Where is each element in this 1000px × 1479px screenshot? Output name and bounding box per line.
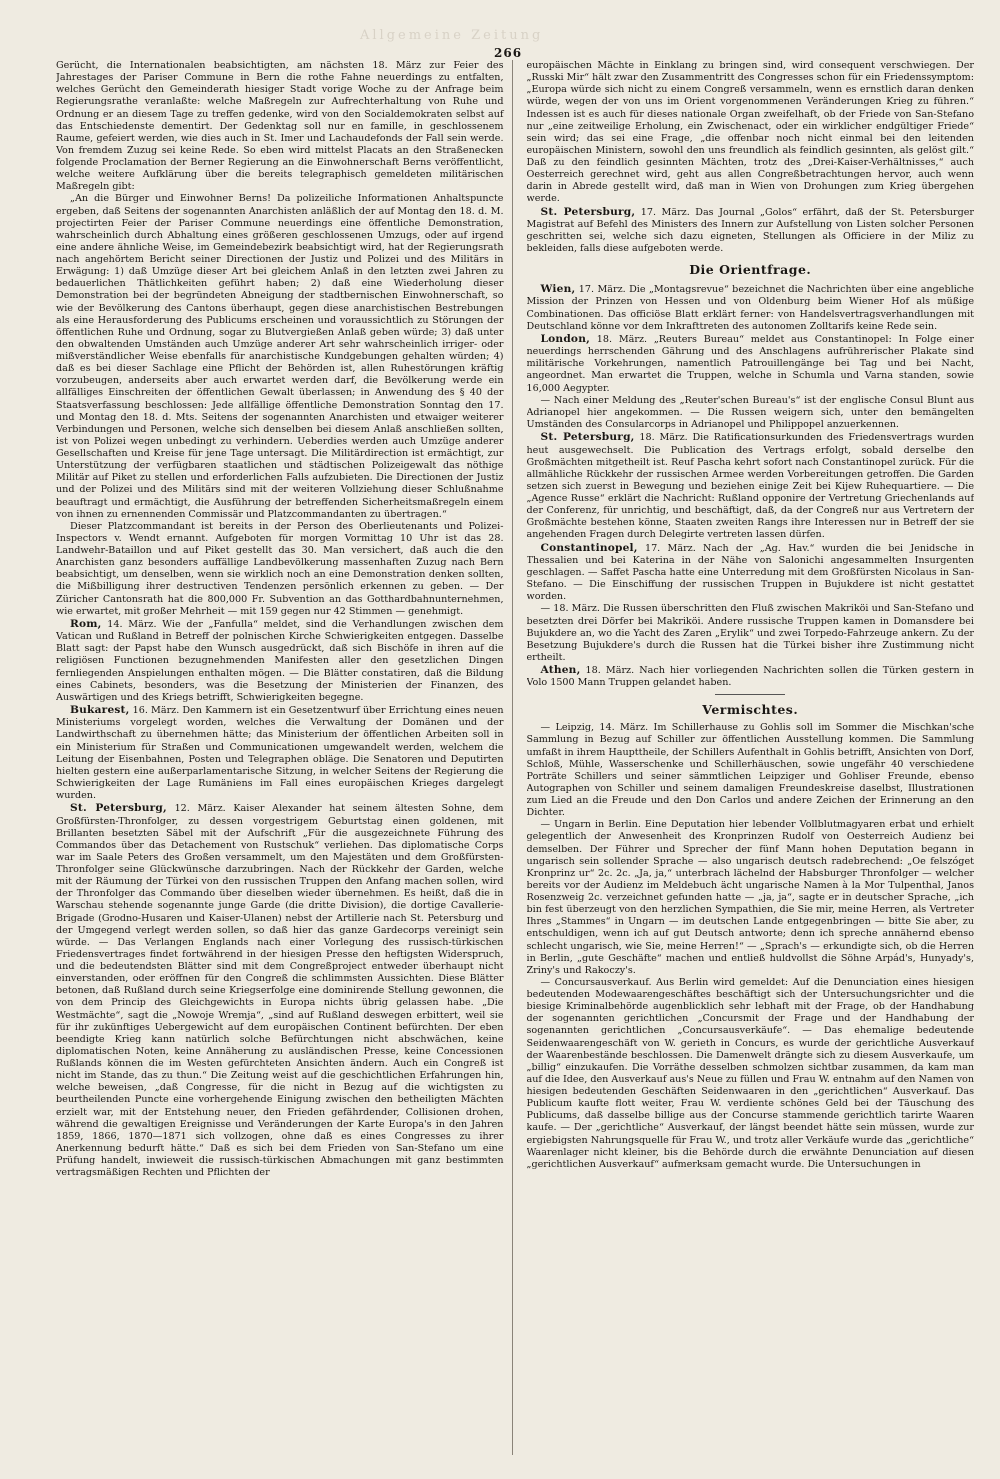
article-paragraph <box>56 704 504 802</box>
section-heading-orient: Die Orientfrage. <box>689 262 812 278</box>
article-paragraph <box>527 722 975 819</box>
article-paragraph <box>56 521 504 618</box>
dateline-place: Athen, <box>540 664 581 677</box>
paragraph-text: 12. März. Kaiser Alexander hat seinem ältesten Sohne, dem Großfürsten-Thronfolger, zu dessen vorgestrigem Geburtstag einen goldenen, mit Brillanten besetzten Säbel mit der Aufschrift „Für die ausgezeichnete Führung des Commandos über das Detachement von Rustschuk“ verliehen. Das diplomatische Corps war im Saale Peters des Großen versammelt, um den Majestäten und dem Großfürsten-Thronfolger seine Glückwünsche darzubringen. Nach der Rückkehr der Garden, welche mit der Räumung der Türkei von den russischen Truppen den Anfang machen sollen, wird der Thronfolger das Commando über dieselben wieder übernehmen. Es heißt, daß die in Warschau stehende sogenannte junge Garde (die dritte Division), die dortige Cavallerie-Brigade (Grodno-Husaren und Kaiser-Ulanen) nebst der Artillerie nach St. Petersburg und der Umgegend verlegt werden sollen, so daß hier das ganze Gardecorps vereinigt sein würde. — Das Verlangen Englands nach einer Vorlegung des russisch-türkischen Friedensvertrages findet fortwährend in der hiesigen Presse den heftigsten Widerspruch, und die bedeutendsten Blätter sind mit dem Congreßproject entweder überhaupt nicht einverstanden, oder eröffnen für den Congreß die schlimmsten Aussichten. Diese Blätter betonen, daß Rußland durch seine Kriegserfolge eine dominirende Stellung gewonnen, die von dem Princip des Gleichgewichts in Europa nichts übrig gelassen habe. „Die Westmächte“, sagt die „Nowoje Wremja“, „sind auf Rußland deswegen erbittert, weil sie für ihr zukünftiges Uebergewicht auf dem europäischen Continent befürchten. Der eben beendigte Krieg kann natürlich solche Befürchtungen nicht abschwächen, keine diplomatischen Noten, keine Annäherung zu ausländischen Presse, keine Concessionen Rußlands können die im Westen gefürchteten Ansichten ändern. Auch ein Congreß ist nicht im Stande, das zu thun.“ Die Zeitung weist auf die geschichtlichen Erfahrungen hin, welche beweisen, „daß Congresse, für die nicht in Bezug auf die wichtigsten zu beurtheilenden Puncte eine vorhergehende Einigung zwischen den betheiligten Mächten erzielt war, mit der Entstehung neuer, den Frieden gefährdender, Collisionen drohen, während die gewaltigen Ereignisse und Veränderungen der Karte Europa's in den Jahren 1859, 1866, 1870—1871 sich vollzogen, ohne daß es eines Congresses zu ihrer Anerkennung bedurft hätte.“ Daß es sich bei dem Frieden von San-Stefano um eine Prüfung handelt, inwieweit die russisch-türkischen Abmachungen mit ganz bestimmten vertragsmäßigen Rechten und Pflichten der <box>56 803 504 1179</box>
section-heading-misc: Vermischtes. <box>702 701 799 717</box>
article-paragraph <box>56 618 504 704</box>
paragraph-text: 16. März. Den Kammern ist ein Gesetzentwurf über Errichtung eines neuen Ministeriums vorgelegt worden, welches die Verwaltung der Domänen und der Landwirthschaft zu übernehmen hätte; das Ministerium der öffentlichen Arbeiten soll in ein Ministerium für Straßen und Communicationen umgewandelt werden, welchem die Leitung der Eisenbahnen, Posten und Telegraphen obläge. Die Senatoren und Deputirten hielten gestern eine außerparlamentarische Sitzung, in welcher Seitens der Regierung die Schwierigkeiten der Lage Rumäniens im Fall eines europäischen Krieges dargelegt wurden. <box>56 704 504 802</box>
dateline-place: St. Petersburg, <box>70 802 167 815</box>
article-paragraph <box>527 603 975 664</box>
article-paragraph <box>56 802 504 1179</box>
page-number: 266 <box>494 46 523 60</box>
paragraph-text: Dieser Platzcommandant ist bereits in der Person des Oberlieutenants und Polizei-Inspectors v. Wendt ernannt. Aufgeboten für morgen Vormittag 10 Uhr ist das 28. Landwehr-Bataillon und auf Piket gestellt das 30. Man versichert, daß auch die den Anarchisten ganz besonders auffällige Landbevölkerung massenhaften Zuzug nach Bern beabsichtigt, um denselben, wenn sie wirklich noch an eine Demonstration denken sollten, die Mißbilligung ihrer destructiven Tendenzen persönlich erkennen zu geben. — Der Züricher Cantonsrath hat die 800,000 Fr. Subvention an das Gotthardbahnunternehmen, wie erwartet, mit großer Mehrheit — mit 159 gegen nur 42 Stimmen — genehmigt. <box>56 520 504 617</box>
dateline-place: St. Petersburg, <box>540 431 635 444</box>
columns <box>56 60 974 1455</box>
paragraph-text: — Nach einer Meldung des „Reuter'schen Bureau's“ ist der englische Consul Blunt aus Adrianopel hier angekommen. — Die Russen weigern sich, unter den bemängelten Umständen des Consularcorps in Adrianopel und Philippopel anzuerkennen. <box>526 394 974 430</box>
right-column <box>527 60 975 1455</box>
paragraph-text: 17. März. Das Journal „Golos“ erfährt, daß der St. Petersburger Magistrat auf Befehl des Ministers des Innern zur Aufstellung von Listen solcher Personen geschritten sei, welche sich dazu eigneten, Stellungen als Officiere in der Miliz zu bekleiden, falls diese aufgeboten werde. <box>526 206 974 255</box>
dateline-place: Bukarest, <box>70 703 130 716</box>
paragraph-text: 18. März. Nach hier vorliegenden Nachrichten sollen die Türken gestern in Volo 1500 Mann Truppen gelandet haben. <box>526 665 974 689</box>
right-column-top <box>527 60 975 255</box>
dateline-place: Wien, <box>540 283 576 296</box>
article-paragraph <box>527 206 975 256</box>
article-paragraph <box>527 60 975 206</box>
orient-articles <box>527 283 975 689</box>
article-paragraph <box>56 193 504 520</box>
paragraph-text: — Concursausverkauf. Aus Berlin wird gemeldet: Auf die Denunciation eines hiesigen bedeutenden Modewaarengeschäftes beschäftigt sich der Untersuchungsrichter und die biesige Kriminalbehörde augenblicklich sehr lebhaft mit der Frage, ob der Handhabung der sogenannten gerichtlichen „Concursmit der Frage und der Handhabung der sogenannten gerichtlichen „Concursausverkäufe“. — Das ehemalige bedeutende Seidenwaarengeschäft von W. gerieth in Concurs, es wurde der gerichtliche Ausverkauf der Waarenbestände beschlossen. Die Damenwelt drängte sich zu diesem Ausverkaufe, um „billig“ einzukaufen. Die Vorräthe desselben schmolzen sichtbar zusammen, da kam man auf die Idee, den Ausverkauf aus's Neue zu füllen und Frau W. entnahm auf den Namen von hiesigen bedeutenden Geschäften Seidenwaaren in den „gerichtlichen“ Ausverkauf. Das Publicum kaufte flott weiter, Frau W. verdiente schönes Geld bei der Täuschung des Publicums, daß dasselbe billige aus der Concurse stammende gerichtlich tarirte Waaren kaufe. — Der „gerichtliche“ Ausverkauf, der längst beendet hätte sein müssen, wurde zur ergiebigsten Nahrungsquelle für Frau W., und trotz aller Verkäufe wurde das „gerichtliche“ Waarenlager nicht kleiner, bis die Behörde durch die erwähnte Denunciation auf diesen „gerichtlichen Ausverkauf“ aufmerksam gemacht wurde. Die Untersuchungen in <box>526 976 974 1170</box>
article-paragraph <box>56 60 504 193</box>
paragraph-text: 18. März. Die Ratificationsurkunden des Friedensvertrags wurden heut ausgewechselt. Die Publication des Vertrags erfolgt, sobald derselbe den Großmächten mitgetheilt ist. Reuf Pascha kehrt sofort nach Constantinopel zurück. Für die allmähliche Rückkehr der russischen Armee werden Vorbereitungen getroffen. Die Garden setzen sich zuerst in Bewegung und beziehen einige Zeit bei Kijew Ruhequartiere. — Die „Agence Russe“ erklärt die Nachricht: Rußland opponire der Vertretung Griechenlands auf der Conferenz, für unrichtig, und beschäftigt, daß, da der Congreß nur aus Vertretern der Großmächte bestehen könne, Staaten zweiten Rangs ihre Interessen nur in Betreff der sie angehenden Fragen durch Delegirte vertreten lassen dürfen. <box>526 432 974 541</box>
paragraph-text: 14. März. Wie der „Fanfulla“ meldet, sind die Verhandlungen zwischen dem Vatican und Rußland in Betreff der polnischen Kirche Schwierigkeiten entgegen. Dasselbe Blatt sagt: der Papst habe den Wunsch ausgedrückt, daß sich Bischöfe in ihren auf die religiösen Functionen bezugnehmenden Manifesten aller den gesetzlichen Dingen fernliegenden Anspielungen enthalten mögen. — Die Blätter constatiren, daß die Bildung eines Cabinets, besonders, was die Besetzung der Ministerien der Finanzen, des Auswärtigen und des Kriegs betrifft, Schwierigkeiten begegne. <box>56 618 504 703</box>
article-paragraph <box>527 664 975 690</box>
paragraph-text: — 18. März. Die Russen überschritten den Fluß zwischen Makriköi und San-Stefano und besetzten drei Dörfer bei Makriköi. Andere russische Truppen kamen in Domansdere bei Bujukdere an, wo die Yacht des Zaren „Erylik“ und zwei Torpedo-Fahrzeuge ankern. Zu der Besetzung Bujukdere's durch die Russen hat die Türkei bisher ihre Zustimmung nicht ertheilt. <box>526 603 974 663</box>
article-paragraph <box>527 431 975 541</box>
bleed-through-text: Allgemeine Zeitung <box>360 28 544 43</box>
paragraph-text: europäischen Mächte in Einklang zu bringen sind, wird consequent verschwiegen. Der „Russki Mir“ hält zwar den Zusammentritt des Congresses schon für ein Friedenssymptom: „Europa würde sich nicht zu einem Congreß versammeln, wenn es ernstlich daran denken würde, wegen der von uns im Orient vorgenommenen Veränderungen Krieg zu führen.“ Indessen ist es auch für dieses nationale Organ zweifelhaft, ob der Friede von San-Stefano nur „eine zeitweilige Erholung, ein Zwischenact, oder ein wirklicher endgültiger Friede“ sein wird; das sei eine Frage, „die offenbar noch nicht einmal bei den leitenden europäischen Ministern, sowohl den uns freundlich als feindlich gesinnten, als gelöst gilt.“ Daß zu den feindlich gesinnten Mächten, trotz des „Drei-Kaiser-Verhältnisses,“ auch Oesterreich gerechnet wird, geht aus allen Congreßbetrachtungen hervor, auch wenn darin in Abrede gestellt wird, daß man in Wien von Drohungen zum Krieg übergehen werde. <box>526 60 974 205</box>
paragraph-text: 18. März. „Reuters Bureau“ meldet aus Constantinopel: In Folge einer neuerdings herrschenden Gährung und des Anschlagens aufrührerischer Plakate sind militärische Vorkehrungen, namentlich Patrouillengänge bei Tag und bei Nacht, angeordnet. Man erwartet die Truppen, welche in Schumla und Varna standen, sowie 16,000 Aegypter. <box>526 333 974 394</box>
dateline-place: London, <box>540 332 590 345</box>
article-paragraph <box>527 333 975 395</box>
paragraph-text: 17. März. Nach der „Ag. Hav.“ wurden die bei Jenidsche in Thessalien und bei Katerina in der Nähe von Salonichi angesammelten Insurgenten geschlagen. — Saffet Pascha hatte eine Unterredung mit dem Großfürsten Nicolaus in San-Stefano. — Die Einschiffung der russischen Truppen in Bujukdere ist nicht gestattet worden. <box>526 542 974 603</box>
article-paragraph <box>527 542 975 604</box>
paragraph-text: — Leipzig, 14. März. Im Schillerhause zu Gohlis soll im Sommer die Mischkan'sche Sammlung in Bezug auf Schiller zur öffentlichen Ausstellung kommen. Die Sammlung umfaßt in ihrem Haupttheile, der Schillers Aufenthalt in Gohlis betrifft, Ansichten von Dorf, Schloß, Mühle, Wasserschenke und Schillerhäuschen, sowie ungefähr 40 verschiedene Porträte Schillers und seiner sämmtlichen Leipziger und Gohliser Freunde, ebenso Autographen von Schiller und seinem damaligen Freundeskreise daselbst, Illustrationen zum Lied an die Freude und den Don Carlos und andere Zeichen der Erinnerung an den Dichter. <box>526 722 974 819</box>
dateline-place: St. Petersburg, <box>540 205 636 218</box>
dateline-place: Constantinopel, <box>540 541 638 554</box>
article-paragraph <box>527 819 975 977</box>
paragraph-text: Gerücht, die Internationalen beabsichtigten, am nächsten 18. März zur Feier des Jahrestages der Pariser Commune in Bern die rothe Fahne neuerdings zu entfalten, welches Gerücht den Gemeinderath hiesiger Stadt vorige Woche zu der Anfrage beim Regierungsrathe veranlaßte: welche Maßregeln zur Aufrechterhaltung von Ruhe und Ordnung er an diesem Tage zu treffen gedenke, wird von den Socialdemokraten selbst auf das Entschiedenste dementirt. Der Gedenktag soll nur en famille, in geschlossenem Raume, gefeiert werden, wie dies auch in St. Imer und Lachaudefonds der Fall sein werde. Von fremdem Zuzug sei keine Rede. So eben wird mittelst Placats an den Straßenecken folgende Proclamation der Berner Regierung an die Einwohnerschaft Berns veröffentlicht, welche weitere Aufklärung über die bereits telegraphisch gemeldeten militärischen Maßregeln gibt: <box>56 60 504 193</box>
section-divider <box>715 694 785 695</box>
dateline-place: Rom, <box>70 617 102 630</box>
left-column <box>56 60 513 1455</box>
paragraph-text: „An die Bürger und Einwohner Berns! Da polizeiliche Informationen Anhaltspuncte ergeben, daß Seitens der sogenannten Anarchisten anläßlich der auf Montag den 18. d. M. projectirten Feier der Pariser Commune neuerdings eine öffentliche Demonstration, wahrscheinlich durch Abhaltung eines größeren geschlossenen Umzugs, oder auf irgend eine andere ähnliche Weise, im Gemeindebezirk beabsichtigt wird, hat der Regierungsrath nach angehörtem Bericht seiner Directionen der Justiz und Polizei und des Militärs in Erwägung: 1) daß Umzüge dieser Art bei gleichem Anlaß in den letzten zwei Jahren zu bedauerlichen Thätlichkeiten geführt haben; 2) daß eine Wiederholung dieser Demonstration bei der begründeten Abneigung der stadtbernischen Einwohnerschaft, so wie der Bevölkerung des Cantons überhaupt, gegen diese anarchistischen Bestrebungen als eine Herausforderung des Publicums erscheinen und voraussichtlich zu Störungen der öffentlichen Ruhe und Ordnung, sogar zu Blutvergießen Anlaß geben würde; 3) daß unter den obwaltenden Umständen auch Umzüge anderer Art sehr wahrscheinlich irriger- oder mißverständlicher Weise ebenfalls für anarchistische Kundgebungen gehalten würden; 4) daß es bei dieser Sachlage eine Pflicht der Behörden ist, allen Ruhestörungen kräftig vorzubeugen, anderseits aber auch erwartet werden darf, die Bevölkerung werde ein allfälliges Einschreiten der öffentlichen Gewalt überlassen; in Anwendung des § 40 der Staatsverfassung beschlossen: Jede allfällige öffentliche Demonstration Sonntag den 17. und Montag den 18. d. Mts. Seitens der sogenannten Anarchisten und etwaiger weiterer Verbindungen und Personen, welche sich denselben bei diesem Anlaß anschließen sollten, ist von Polizei wegen unbedingt zu verhindern. Ueberdies werden auch Umzüge anderer Gesellschaften und Kreise für jene Tage untersagt. Die Militärdirection ist ermächtigt, zur Unterstützung der verfügbaren staatlichen und städtischen Polizeigewalt das nöthige Militär auf Piket zu stellen und erforderlichen Falls aufzubieten. Die Directionen der Justiz und der Polizei und des Militärs sind mit der weiteren Vollziehung dieser Schlußnahme beauftragt und ermächtigt, die Ausführung der betreffenden Sicherheitsmaßregeln einem von ihnen zu ernennenden Commissär und Platzcommandanten zu übertragen.“ <box>56 193 504 520</box>
paragraph-text: 17. März. Die „Montagsrevue“ bezeichnet die Nachrichten über eine angebliche Mission der Prinzen von Hessen und von Oldenburg beim Wiener Hof als müßige Combinationen. Das officiöse Blatt erklärt ferner: von Handelsvertragsverhandlungen mit Deutschland könne vor dem Inkrafttreten des autonomen Zolltarifs keine Rede sein. <box>526 284 974 332</box>
misc-articles <box>527 722 975 1171</box>
article-paragraph <box>527 977 975 1171</box>
article-paragraph <box>527 283 975 333</box>
paragraph-text: — Ungarn in Berlin. Eine Deputation hier lebender Vollblutmagyaren erbat und erhielt gelegentlich der Anwesenheit des Kronprinzen Rudolf von Oesterreich Audienz bei demselben. Der Führer und Sprecher der fünf Mann hohen Deputation begann in ungarisch sein sollender Sprache — also ungarisch deutsch radebrechend: „Oe felszóget Kronprinz ur“ 2c. 2c. „Ja, ja,“ unterbrach lächelnd der Habsburger Thronfolger — welcher bereits vor der Audienz im Meldebuch ächt ungarische Namen à la Mor Tulpenthal, Janos Rosenzweig 2c. verzeichnet gefunden hatte — „ja, ja“, sagte er in deutscher Sprache, „ich bin fest überzeugt von den herzlichen Sympathien, die Sie mir, meine Herren, als Vertreter Ihres „Stammes“ in Ungarn — im deutschen Lande entgegenbringen — bitte Sie aber, zu entschuldigen, wenn ich auf gut Deutsch antworte; denn ich spreche annähernd ebenso schlecht ungarisch, wie Sie, meine Herren!“ — „Sprach's — erkundigte sich, ob die Herren in Berlin, „gute Geschäfte“ machen und entließ huldvollst die Söhne Arpád's, Hunyady's, Zriny's und Rakoczy's. <box>526 819 974 976</box>
article-paragraph <box>527 395 975 431</box>
